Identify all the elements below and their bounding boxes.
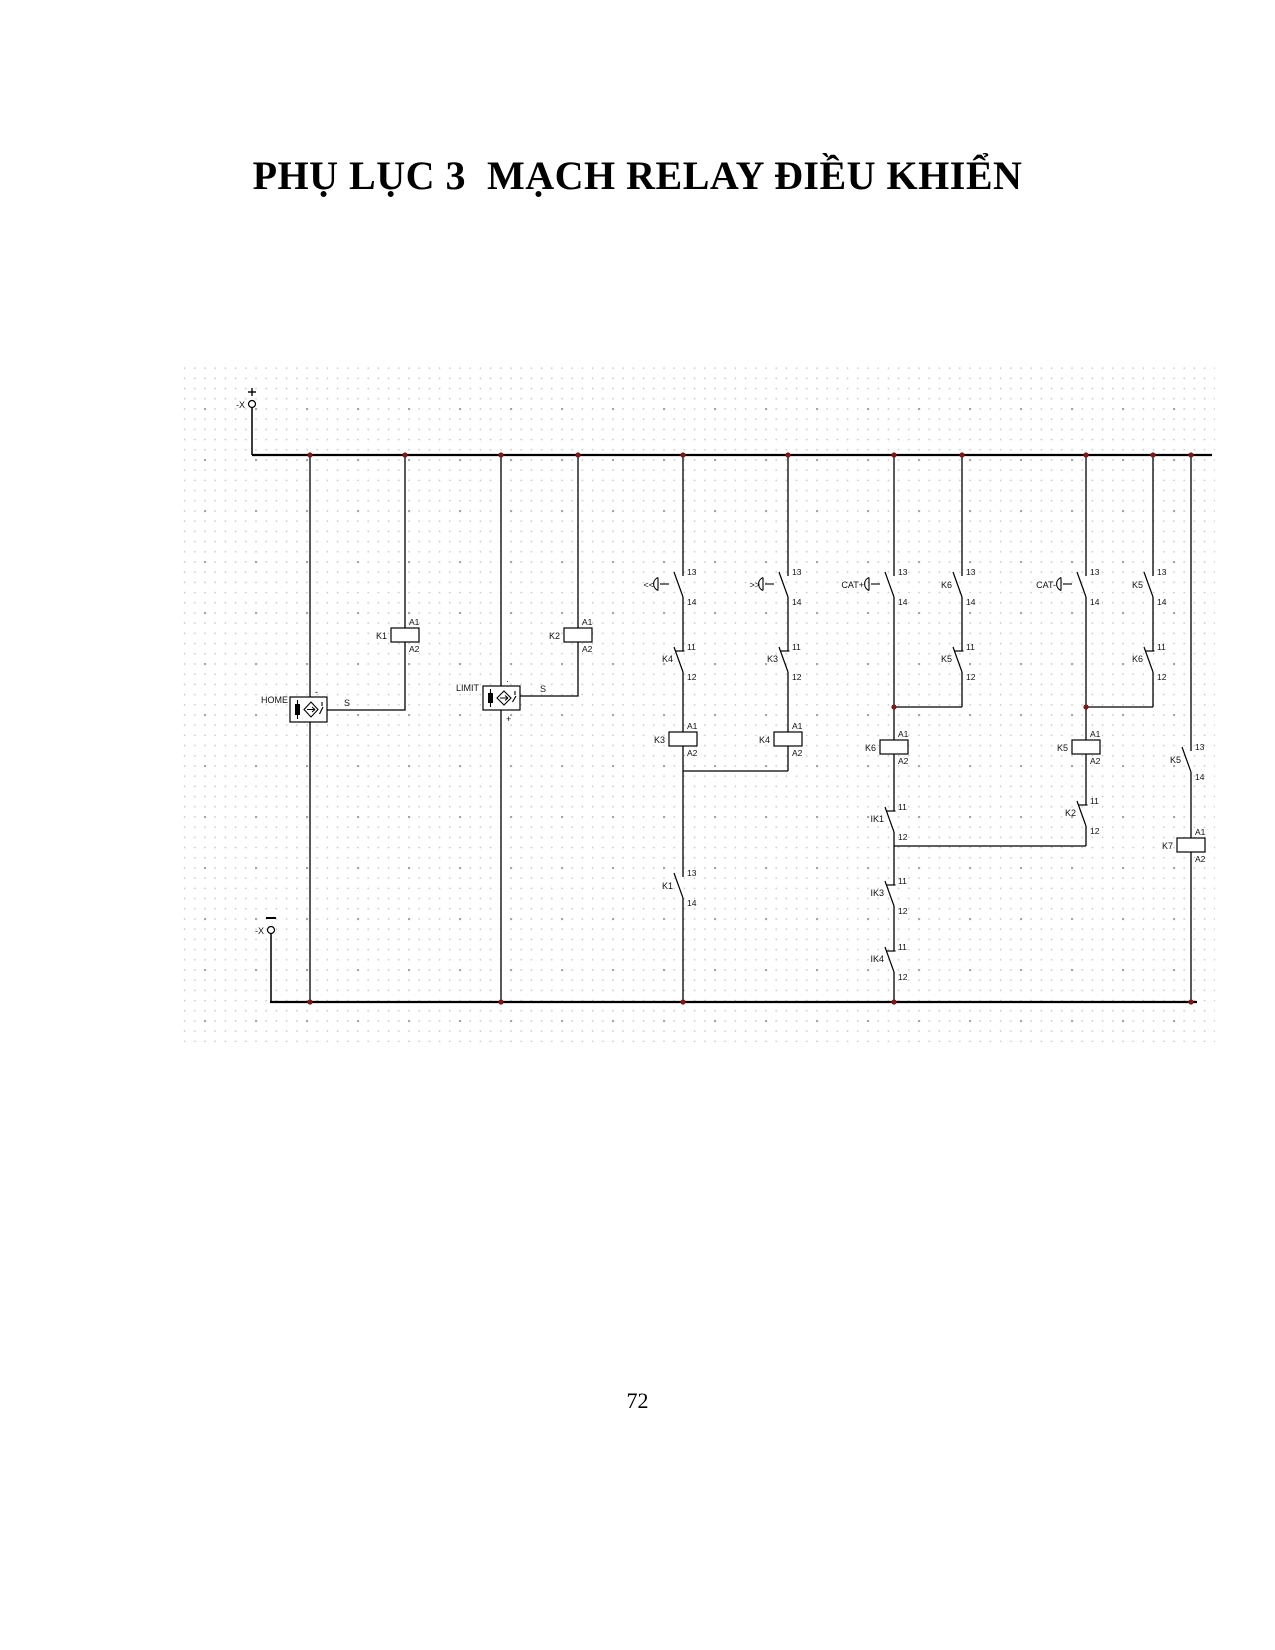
sensor-mark: - [315,687,318,697]
terminal-number: 14 [1090,597,1100,607]
terminal-number: 13 [1195,742,1205,752]
contact-label: K1 [661,881,673,891]
coil-label: K4 [758,735,770,745]
terminal-number: A2 [1090,756,1101,766]
terminal-label: -X [255,926,264,936]
terminal-number: 13 [1157,567,1167,577]
terminal-number: 14 [687,597,697,607]
junction-dot [785,452,790,457]
terminal-number: A2 [687,748,698,758]
coil-body [1072,740,1100,754]
terminal-number: 12 [792,672,802,682]
terminal-number: A1 [898,729,909,739]
coil-label: K5 [1056,743,1068,753]
terminal-number: 13 [1090,567,1100,577]
junction-dot [891,999,896,1004]
junction-dot [307,999,312,1004]
terminal-number: 11 [966,642,975,652]
terminal-number: 12 [898,832,908,842]
terminal-number: 11 [792,642,801,652]
junction-dot [1083,704,1088,709]
junction-dot [1083,452,1088,457]
terminal-number: 14 [966,597,976,607]
terminal-number: 11 [687,642,696,652]
coil-body [391,628,419,642]
terminal-number: 12 [898,906,908,916]
coil-label: K2 [548,631,560,641]
terminal-number: 12 [898,972,908,982]
terminal-number: 11 [898,876,907,886]
terminal-number: 14 [687,898,697,908]
page-number: 72 [626,1388,649,1413]
coil-body [774,732,802,746]
junction-dot [498,452,503,457]
coil-body [669,732,697,746]
contact-label: K5 [940,654,952,664]
contact-label: K5 [1169,755,1181,765]
contact-label: K4 [661,654,673,664]
coil-label: K7 [1161,841,1173,851]
contact-label: K2 [1064,808,1076,818]
terminal-number: A1 [687,721,698,731]
coil-label: K1 [375,631,387,641]
terminal-number: 13 [687,868,697,878]
terminal-number: A1 [409,617,420,627]
junction-dot [1150,452,1155,457]
terminal-number: 13 [792,567,802,577]
terminal-number: 14 [792,597,802,607]
junction-dot [959,452,964,457]
contact-label: K5 [1131,580,1143,590]
junction-dot [1188,452,1193,457]
junction-dot [498,999,503,1004]
terminal-number: 12 [1090,826,1100,836]
terminal-number: A2 [582,644,593,654]
terminal-number: A1 [1090,729,1101,739]
junction-dot [680,452,685,457]
terminal-number: 14 [1195,772,1205,782]
sensor-rod [295,704,300,715]
contact-label: CAT+ [841,580,864,590]
terminal-number: 11 [1090,796,1099,806]
sensor-output-label: S [540,684,547,694]
terminal-number: 13 [898,567,908,577]
coil-body [880,740,908,754]
terminal-number: 11 [898,942,907,952]
contact-label: << [643,580,654,590]
terminal-number: A2 [792,748,803,758]
terminal-number: 12 [1157,672,1167,682]
sensor-output-label: S [344,698,351,708]
junction-dot [680,999,685,1004]
terminal-number: 13 [966,567,976,577]
terminal-label: -X [236,400,245,410]
contact-label: K3 [766,654,778,664]
terminal-number: 11 [898,802,907,812]
contact-label: K6 [1131,654,1143,664]
terminal-number: A1 [1195,827,1206,837]
junction-dot [307,452,312,457]
contact-label: K6 [940,580,952,590]
page-title: PHỤ LỤC 3 MẠCH RELAY ĐIỀU KHIỂN [252,153,1023,198]
terminal-circle [268,927,275,934]
sensor-mark: + [506,714,512,724]
terminal-number: A1 [792,721,803,731]
junction-dot [891,452,896,457]
coil-body [564,628,592,642]
terminal-number: A2 [1195,854,1206,864]
contact-label: IK1 [870,814,884,824]
grid-dots [183,366,1215,1042]
terminal-number: 14 [898,597,908,607]
sensor-label: LIMIT [455,683,479,693]
contact-label: >> [749,580,760,590]
terminal-number: 13 [687,567,697,577]
contact-label: IK3 [870,888,884,898]
terminal-number: A2 [409,644,420,654]
terminal-number: 12 [687,672,697,682]
coil-body [1177,838,1205,852]
junction-dot [402,452,407,457]
contact-label: IK4 [870,954,884,964]
terminal-number: 12 [966,672,976,682]
sensor-mark: · [506,676,509,686]
contact-label: CAT- [1036,580,1056,590]
terminal-number: 14 [1157,597,1167,607]
sensor-rod [488,693,493,703]
junction-dot [575,452,580,457]
coil-label: K3 [653,735,665,745]
terminal-number: A1 [582,617,593,627]
terminal-number: 11 [1157,642,1166,652]
terminal-circle [249,401,256,408]
junction-dot [1188,999,1193,1004]
junction-dot [891,704,896,709]
coil-label: K6 [864,743,876,753]
sensor-label: HOME [261,695,288,705]
terminal-number: A2 [898,756,909,766]
